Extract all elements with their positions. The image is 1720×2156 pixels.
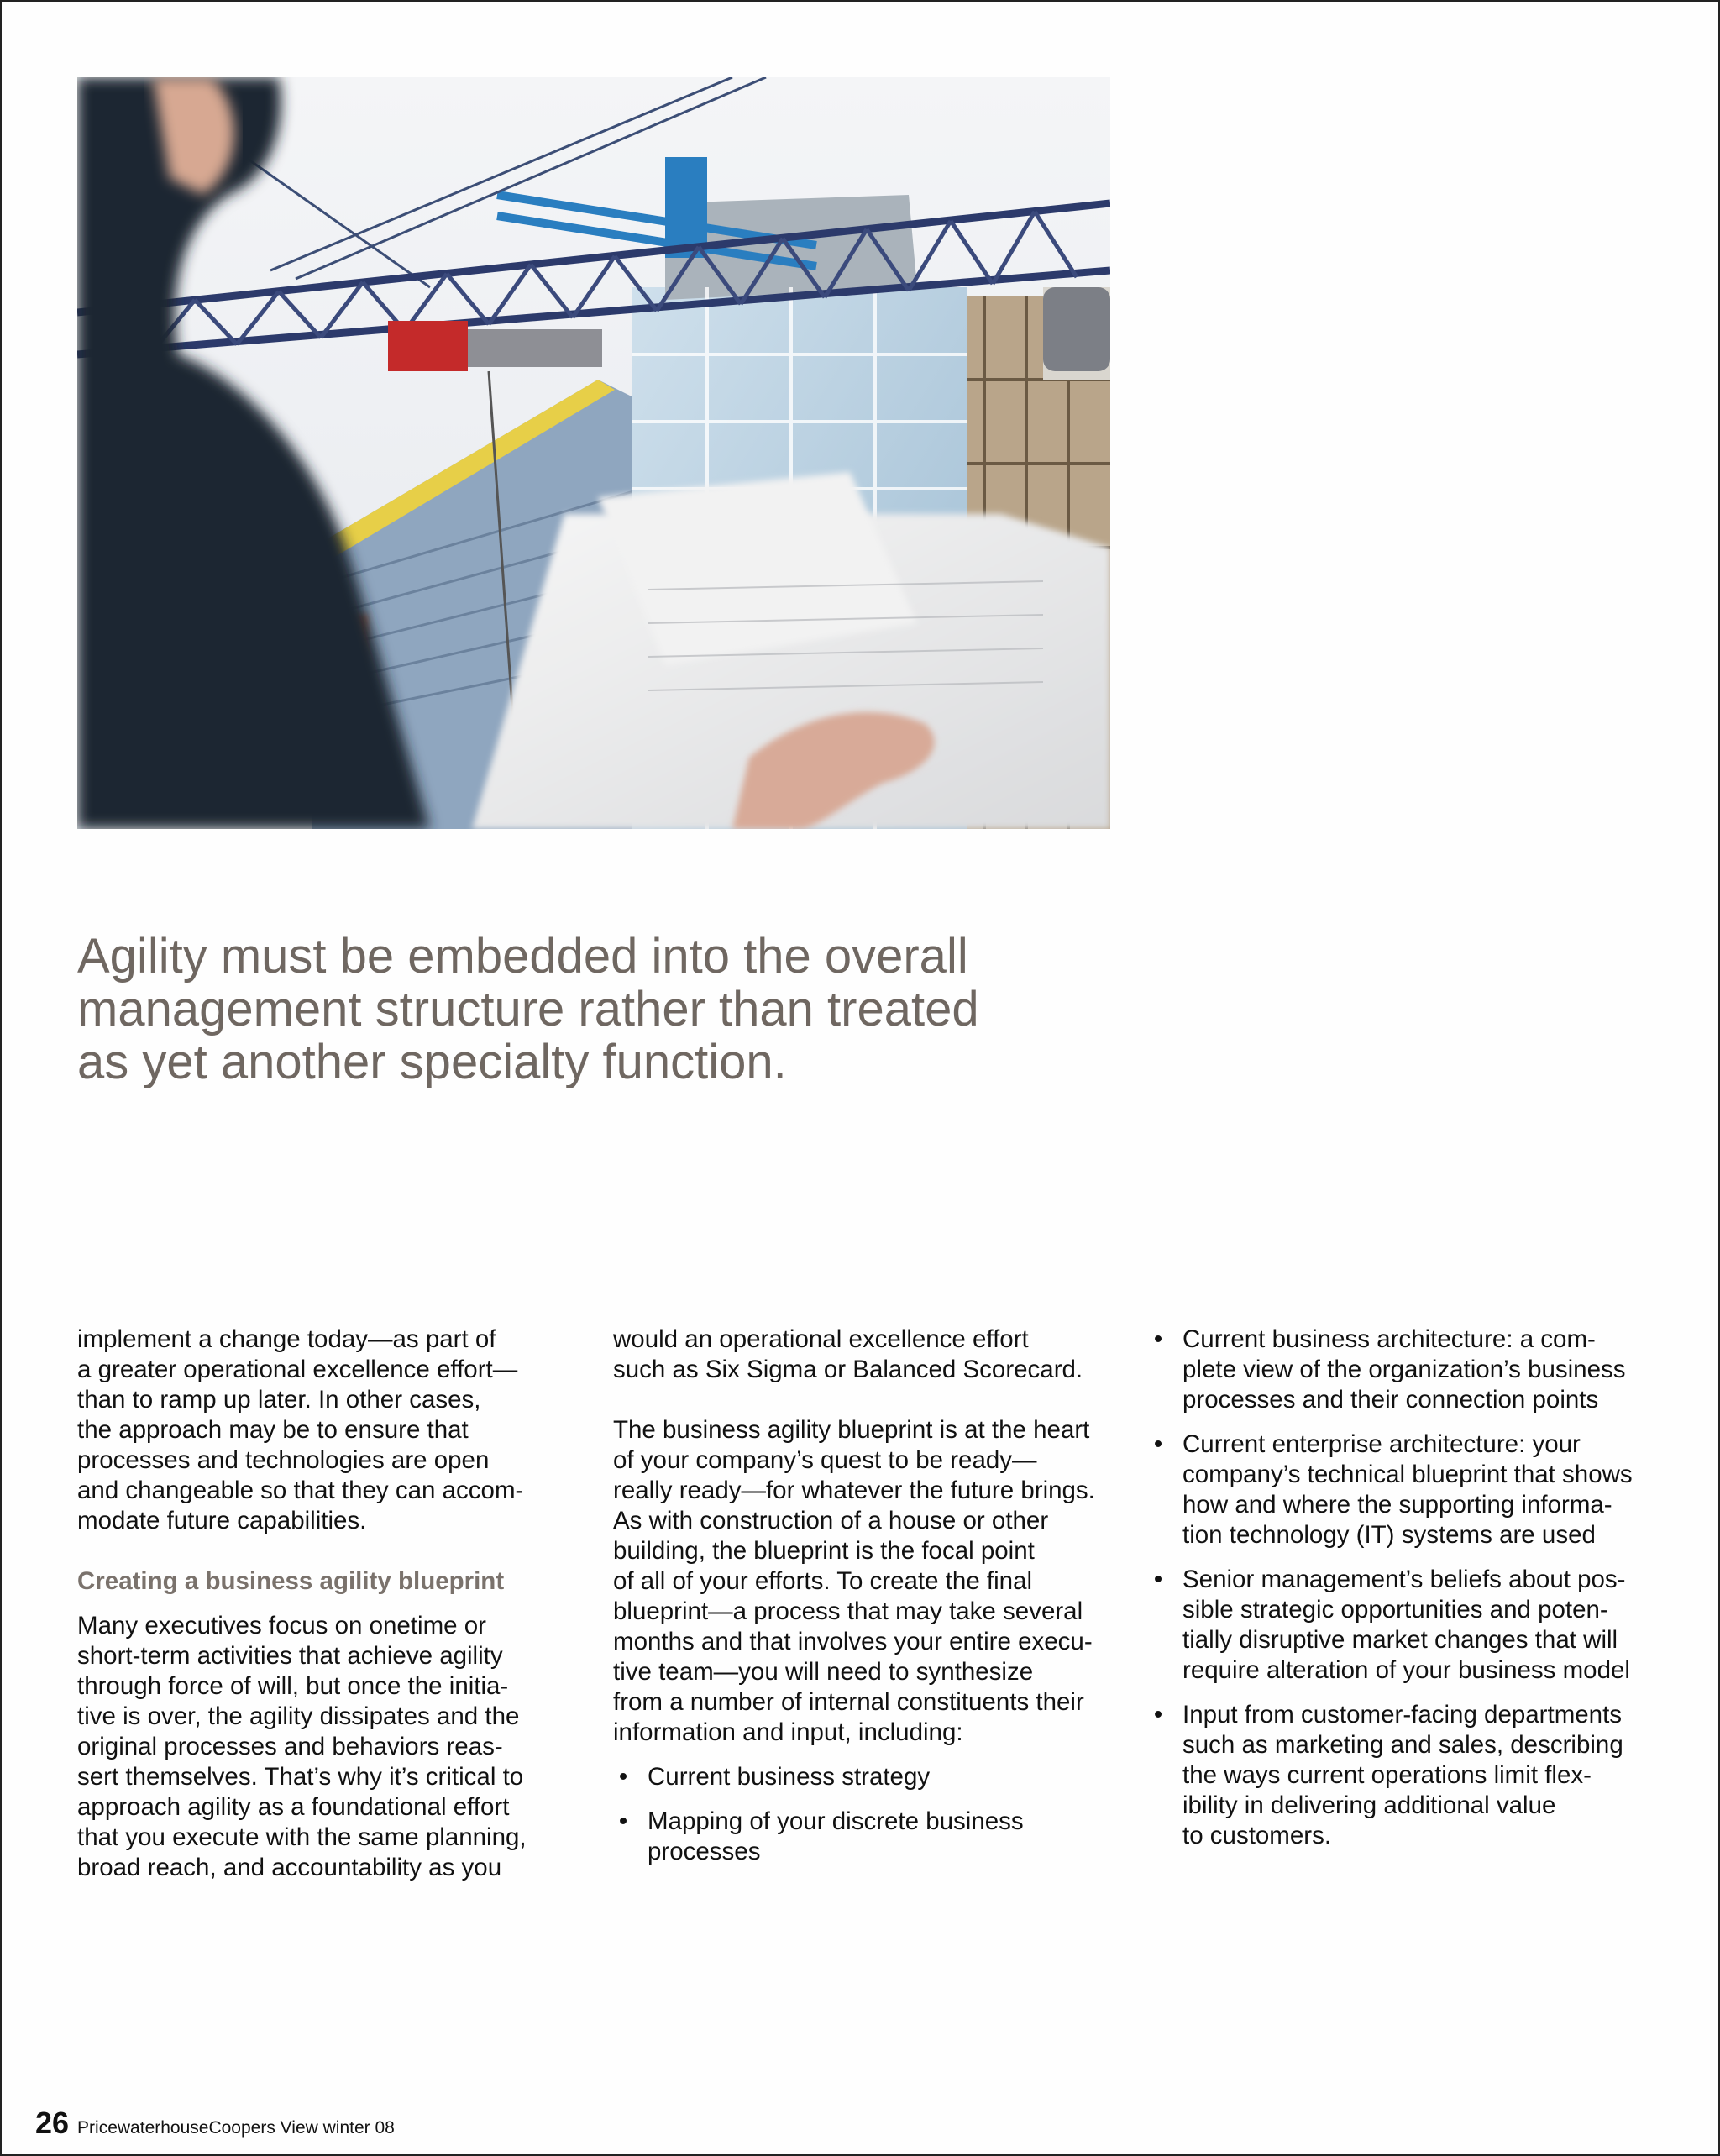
text-line: modate future capabilities. (77, 1507, 367, 1534)
text-line: Mapping of your discrete business (648, 1807, 1024, 1835)
bullet-item (1148, 1325, 1656, 1415)
text-line: short-term activities that achieve agility (77, 1642, 503, 1670)
text-line: from a number of internal constituents their (613, 1688, 1084, 1716)
text-line: the ways current operations limit flex- (1182, 1761, 1592, 1789)
body-column-1 (77, 1325, 573, 1883)
text-line: such as Six Sigma or Balanced Scorecard. (613, 1356, 1083, 1383)
text-line: through force of will, but once the initia- (77, 1672, 509, 1700)
text-line: implement a change today—as part of (77, 1325, 496, 1353)
text-line: ibility in delivering additional value (1182, 1791, 1556, 1819)
bullet-item (613, 1807, 1117, 1867)
bullet-item (1148, 1700, 1656, 1851)
text-line: As with construction of a house or other (613, 1507, 1049, 1534)
bullet-icon: • (618, 1763, 628, 1791)
text-line: require alteration of your business model (1182, 1656, 1630, 1684)
bullet-icon: • (618, 1807, 628, 1835)
body-column-2 (613, 1325, 1117, 1867)
publication-title: PricewaterhouseCoopers View winter 08 (77, 2118, 395, 2138)
text-line: would an operational excellence effort (613, 1325, 1029, 1353)
paragraph (77, 1611, 573, 1883)
bullet-icon: • (1153, 1325, 1163, 1353)
construction-crane-blueprint-photo (77, 77, 1110, 829)
text-line: tion technology (IT) systems are used (1182, 1521, 1596, 1549)
text-line: processes and technologies are open (77, 1446, 490, 1474)
text-line: to customers. (1182, 1822, 1332, 1849)
text-line: a greater operational excellence effort— (77, 1356, 518, 1383)
text-line: company’s technical blueprint that shows (1182, 1461, 1633, 1488)
body-column-3 (1148, 1325, 1656, 1851)
text-line: blueprint—a process that may take several (613, 1597, 1083, 1625)
text-line: Input from customer-facing departments (1182, 1701, 1623, 1728)
text-line: approach agility as a foundational effort (77, 1793, 510, 1821)
text-line: sible strategic opportunities and poten- (1182, 1596, 1608, 1624)
pull-quote-line: management structure rather than treated (77, 982, 979, 1036)
bullet-icon: • (1153, 1430, 1163, 1458)
text-line: of your company’s quest to be ready— (613, 1446, 1037, 1474)
text-line: processes and their connection points (1182, 1386, 1599, 1414)
text-line: processes (648, 1838, 761, 1865)
text-line: Current business architecture: a com- (1182, 1325, 1596, 1353)
text-line: how and where the supporting informa- (1182, 1491, 1612, 1519)
text-line: broad reach, and accountability as you (77, 1854, 502, 1881)
pull-quote-line: as yet another specialty function. (77, 1035, 787, 1089)
pull-quote (77, 930, 1085, 1088)
text-line: months and that involves your entire execu- (613, 1628, 1093, 1655)
bullet-icon: • (1153, 1566, 1163, 1593)
paragraph (613, 1415, 1117, 1748)
text-line: really ready—for whatever the future brings. (613, 1477, 1095, 1504)
text-line: The business agility blueprint is at the heart (613, 1416, 1090, 1444)
text-line: original processes and behaviors reas- (77, 1733, 503, 1760)
bullet-item (613, 1762, 1117, 1792)
text-line: and changeable so that they can accom- (77, 1477, 524, 1504)
text-line: Many executives focus on onetime or (77, 1612, 486, 1639)
text-line: such as marketing and sales, describing (1182, 1731, 1623, 1759)
text-line: than to ramp up later. In other cases, (77, 1386, 481, 1414)
text-line: information and input, including: (613, 1718, 963, 1746)
text-line: Current business strategy (648, 1763, 931, 1791)
text-line: sert themselves. That’s why it’s critical to (77, 1763, 524, 1791)
text-line: that you execute with the same planning, (77, 1823, 527, 1851)
bullet-item (1148, 1429, 1656, 1550)
bullet-item (1148, 1565, 1656, 1686)
paragraph (77, 1325, 573, 1536)
text-line: the approach may be to ensure that (77, 1416, 469, 1444)
pull-quote-line: Agility must be embedded into the overall (77, 929, 968, 984)
text-line: Current enterprise architecture: your (1182, 1430, 1581, 1458)
text-line: tive team—you will need to synthesize (613, 1658, 1034, 1686)
text-line: of all of your efforts. To create the final (613, 1567, 1033, 1595)
text-line: tially disruptive market changes that will (1182, 1626, 1618, 1654)
bullet-icon: • (1153, 1701, 1163, 1728)
page-footer (35, 2106, 395, 2141)
text-line: Senior management’s beliefs about pos- (1182, 1566, 1626, 1593)
text-line: plete view of the organization’s business (1182, 1356, 1626, 1383)
page-number: 26 (35, 2106, 70, 2140)
section-subhead: Creating a business agility blueprint (77, 1567, 505, 1595)
paragraph (613, 1325, 1117, 1385)
text-line: tive is over, the agility dissipates and the (77, 1702, 520, 1730)
text-line: building, the blueprint is the focal point (613, 1537, 1035, 1565)
